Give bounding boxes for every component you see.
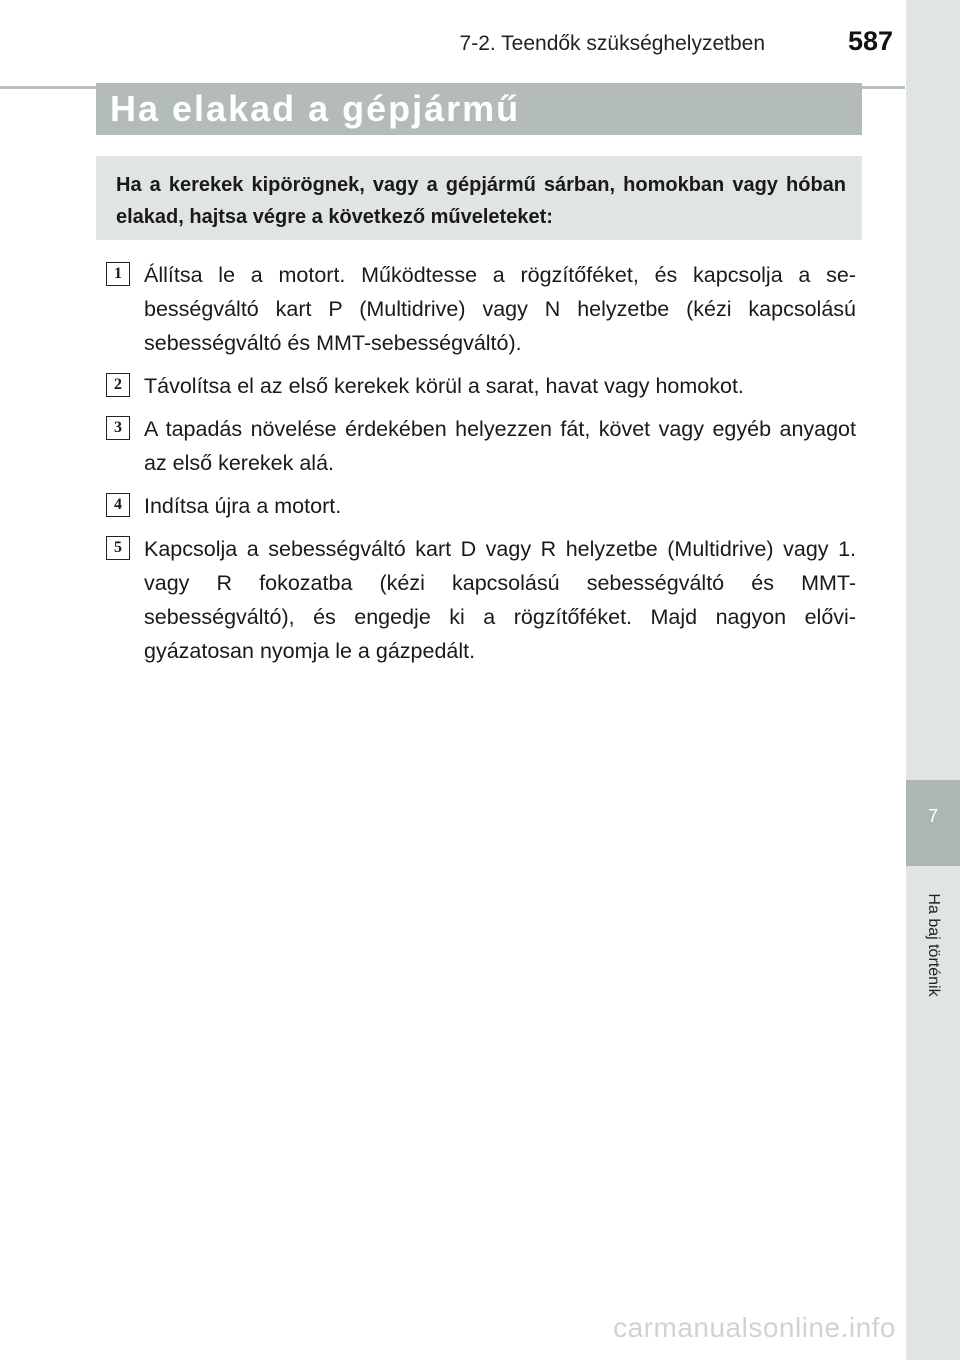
chapter-sidebar [906,0,960,1360]
intro-text: Ha a kerekek kipörögnek, vagy a gépjármű sárban, homokban vagy hóban elakad, hajtsa végre a következő műveleteket: [116,174,846,228]
step-number-badge: 3 [106,416,130,440]
step-number-badge: 4 [106,493,130,517]
section-title-bar [96,83,862,135]
step-text: Állítsa le a motort. Működtesse a rögzítőféket, és kapcsolja a sebességváltó kart P (Multidrive) vagy N helyzetbe (kézi kapcsolású sebességváltó és MMT-sebességváltó). [144,263,856,355]
step-number-badge: 5 [106,536,130,560]
step-text: Kapcsolja a sebességváltó kart D vagy R helyzetbe (Multidrive) vagy 1. vagy R fokozatba (kézi kapcsolású sebességváltó és MMT-sebességváltó), és engedje ki a rögzítőféket. Majd nagyon elővigyázatosan nyomja le a gázpedált. [144,537,856,663]
chapter-number: 7 [927,806,938,826]
page-number: 587 [847,26,893,56]
section-title: 7-2. Teendők szükséghelyzetben [459,32,765,55]
step-text: Indítsa újra a motort. [144,494,342,518]
step-item [104,369,856,403]
step-item [104,532,856,668]
step-text: A tapadás növelése érdekében helyezzen fát, követ vagy egyéb anyagot az első kerekek alá. [144,417,856,475]
page-header [0,24,905,64]
step-number-badge: 2 [106,373,130,397]
step-text: Távolítsa el az első kerekek körül a sarat, havat vagy homokot. [144,374,744,398]
step-item [104,258,856,360]
page-title: Ha elakad a gépjármű [110,88,521,129]
step-item [104,489,856,523]
intro-box [96,156,862,240]
step-list [104,258,856,677]
chapter-tab [906,780,960,866]
chapter-label: Ha baj történik [925,893,942,997]
step-item [104,412,856,480]
watermark: carmanualsonline.info [613,1312,896,1343]
step-number-badge: 1 [106,262,130,286]
